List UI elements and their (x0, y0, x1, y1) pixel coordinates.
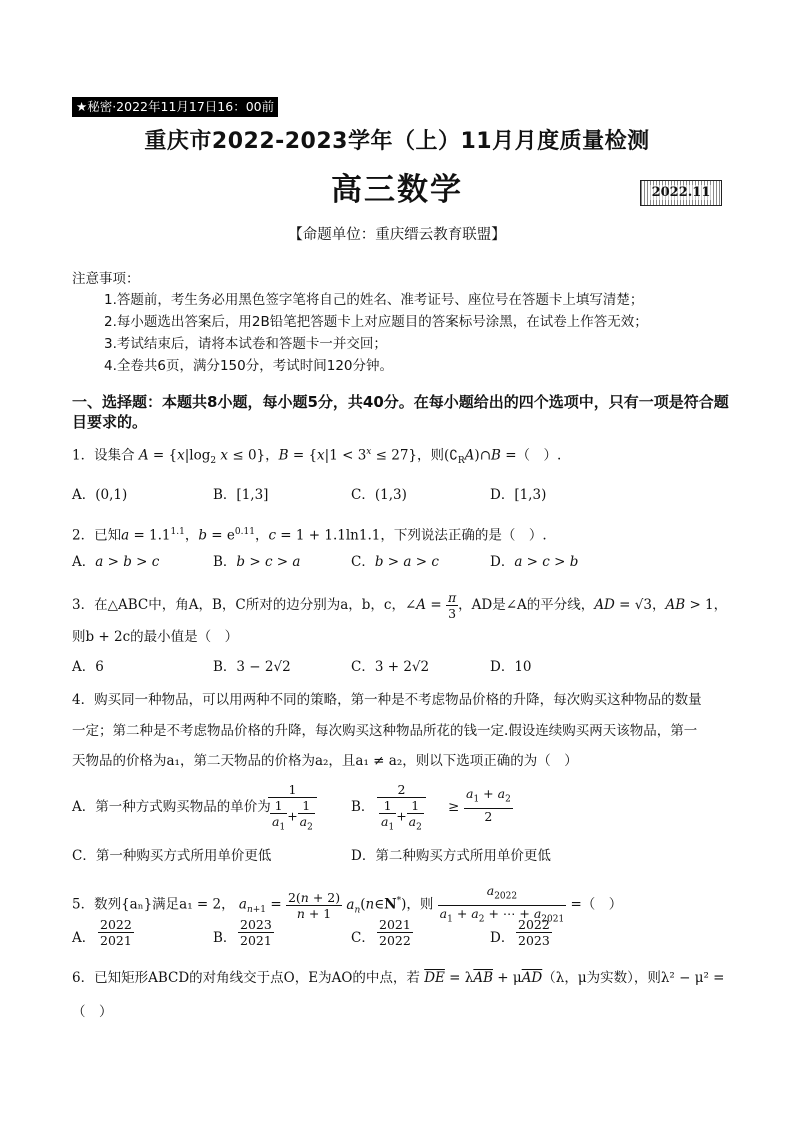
option-a[interactable]: A． (72, 930, 96, 946)
note-item: 4.全卷共6页，满分150分，考试时间120分钟。 (104, 358, 394, 374)
option-c[interactable]: C． (351, 930, 375, 946)
exam-title: 重庆市2022-2023学年（上）11月月度质量检测 (144, 129, 650, 154)
question-number: 6． (72, 970, 95, 986)
option-d[interactable]: D．10 (490, 659, 532, 675)
option-b[interactable]: B．3 − 2√2 (213, 659, 291, 675)
subject-title: 高三数学 (331, 172, 463, 208)
question-number: 3． (72, 597, 95, 613)
question-number: 4． (72, 692, 95, 708)
q4-b-mean: $\frac{a_1 + a_2}{2}$ (466, 786, 511, 824)
q4-options-ab: A．第一种方式购买物品的单价为 1 $\frac{1}{a_1}$ + $\frac{1}{a_2}$ B． 2 $\frac{1}{a_1}$ + $\frac{1}{a_2}$ ≥ $\frac{a_1 + a_2}{2}$ (72, 782, 732, 832)
option-a[interactable]: A．(0,1) (72, 487, 128, 503)
option-a[interactable]: A．6 (72, 659, 104, 675)
option-d[interactable]: D．第二种购买方式所用单价更低 (351, 848, 551, 864)
question-4-line2: 一定；第二种是不考虑物品价格的升降，每次购买这种物品所花的钱一定.假设连续购买两天该物品，第一 (72, 723, 698, 739)
option-c[interactable]: C．(1,3) (351, 487, 407, 503)
question-number: 2． (72, 527, 95, 544)
option-d[interactable]: D．a > c > b (490, 554, 579, 570)
option-b[interactable]: B． (351, 799, 375, 815)
q5-options: A． $\frac{2022}{2021}$ B． $\frac{2023}{2021}$ C． $\frac{2021}{2022}$ D． $\frac{2022}{2023}$ (72, 917, 550, 948)
option-b[interactable]: B．[1,3] (213, 487, 269, 503)
option-c[interactable]: C．3 + 2√2 (351, 659, 430, 675)
option-b[interactable]: B． (213, 930, 237, 946)
secret-label: ★秘密·2022年11月17日16：00前 (72, 97, 278, 117)
authoring-unit: 【命题单位：重庆缙云教育联盟】 (288, 227, 506, 243)
question-5: 5．数列{aₙ}满足a₁ = 2， $a_{n+1}$ = $\frac{2(n + 2)}{n + 1}$ $a_n(n\in N^*)$，则 $\frac{a_{2022}}{a_1 + a_2 + \cdots + a_{2021}}$ =（ ） (72, 883, 623, 924)
question-6: 6．已知矩形ABCD的对角线交于点O，E为AO的中点，若 $\overline{DE} = \lambda\overline{AB} + \mu\overline{AD}(\lambda$，μ为实数），则λ² − μ² = (72, 970, 725, 986)
option-a[interactable]: A．a > b > c (72, 554, 160, 570)
question-number: 5． (72, 896, 95, 913)
option-d[interactable]: D． (490, 930, 515, 946)
question-3: 3．在△ABC中，角A，B，C所对的边分别为a，b，c，∠A = $\frac{\pi}{3}$ ，AD是∠A的平分线，AD = √3，AB > 1， (72, 590, 728, 621)
question-4: 4．购买同一种物品，可以用两种不同的策略，第一种是不考虑物品价格的升降，每次购买这种物品的数量 (72, 692, 702, 708)
question-6-answer-paren: （ ） (72, 1004, 113, 1020)
note-item: 3.考试结束后，请将本试卷和答题卡一并交回； (104, 336, 387, 352)
note-item: 2.每小题选出答案后，用2B铅笔把答题卡上对应题目的答案标号涂黑，在试卷上作答无效； (104, 314, 648, 330)
q4-a-formula: 1 $\frac{1}{a_1}$ + $\frac{1}{a_2}$ (268, 782, 317, 836)
notes-heading: 注意事项： (72, 271, 140, 287)
date-stamp (640, 180, 722, 206)
q4-b-formula: 2 $\frac{1}{a_1}$ + $\frac{1}{a_2}$ (377, 782, 426, 836)
option-a[interactable]: A．第一种方式购买物品的单价为 (72, 799, 271, 815)
option-c[interactable]: C．第一种购买方式所用单价更低 (72, 848, 272, 864)
date-stamp-text: 2022.11 (651, 185, 711, 200)
note-item: 1.答题前，考生务必用黑色签字笔将自己的姓名、准考证号、座位号在答题卡上填写清楚； (104, 292, 644, 308)
question-2: 2．已知$a = 1.1^{1.1}$，$b = e^{0.11}$，c = 1 + 1.1ln1.1，下列说法正确的是（ ）. (72, 527, 547, 544)
option-b[interactable]: B．b > c > a (213, 554, 301, 570)
question-number: 1． (72, 447, 95, 464)
section-heading: 一、选择题：本题共8小题，每小题5分，共40分。在每小题给出的四个选项中，只有一项是符合题目要求的。 (72, 393, 729, 431)
question-3-cont: 则b + 2c的最小值是（ ） (72, 629, 239, 645)
question-1: 1．设集合 $A = \{x|\log_2$ x ≤ 0}，$B = \{x|1 < 3^x \le 27\}$，则$(∁_RA)\cap B$ =（ ）. (72, 447, 562, 467)
option-d[interactable]: D．[1,3) (490, 487, 547, 503)
question-4-line3: 天物品的价格为a₁，第二天物品的价格为a₂，且a₁ ≠ a₂，则以下选项正确的为（ ） (72, 753, 578, 769)
option-c[interactable]: C．b > a > c (351, 554, 439, 570)
